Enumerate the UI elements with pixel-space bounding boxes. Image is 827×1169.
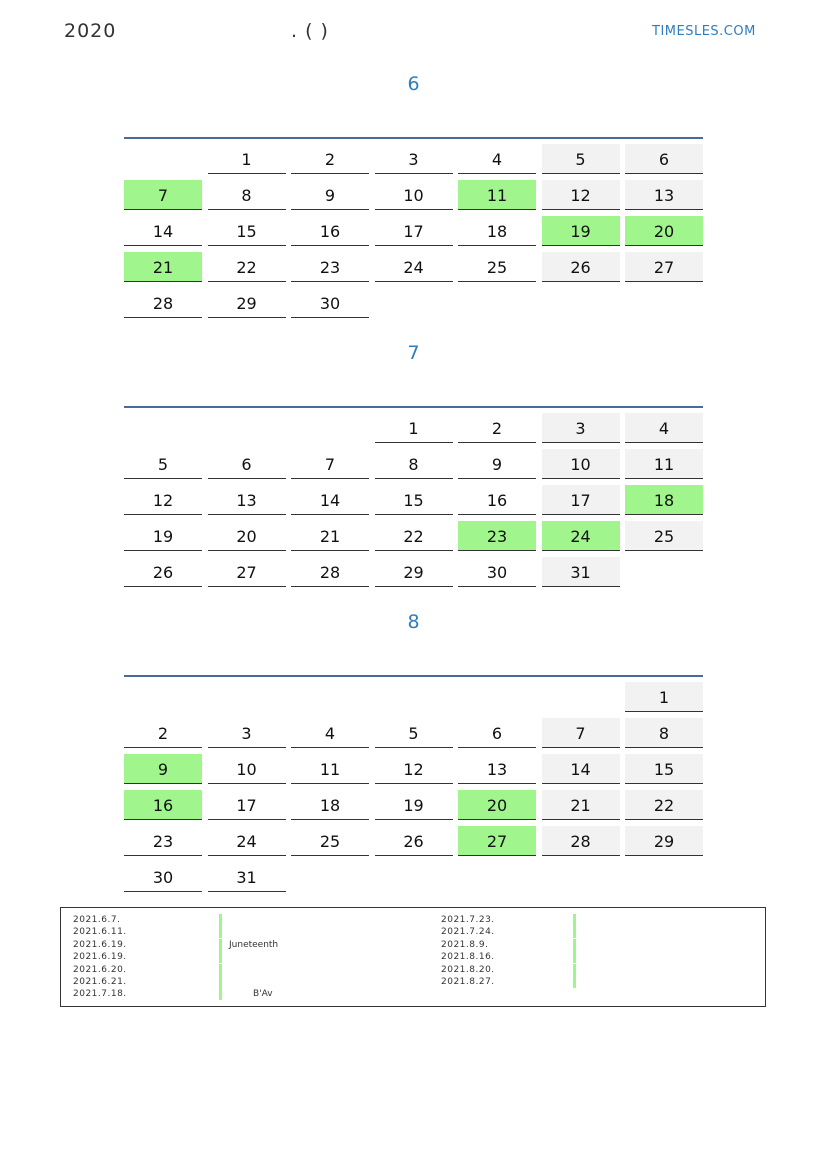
- day-cell: 14: [291, 485, 369, 515]
- legend-marker: [573, 939, 576, 951]
- day-cell: 10: [375, 180, 453, 210]
- legend-marker: [219, 926, 222, 938]
- day-cell: 13: [458, 754, 536, 784]
- day-cell: 13: [625, 180, 703, 210]
- day-cell: 7: [291, 449, 369, 479]
- day-cell: 5: [124, 449, 202, 479]
- day-cell: 6: [458, 718, 536, 748]
- month-rule: [124, 675, 703, 677]
- legend-marker: [573, 976, 576, 988]
- day-cell: 3: [542, 413, 620, 443]
- day-cell: 17: [208, 790, 286, 820]
- day-cell: 28: [542, 826, 620, 856]
- day-cell: 26: [542, 252, 620, 282]
- day-cell: 10: [208, 754, 286, 784]
- legend-date: 2021.7.23.: [441, 915, 495, 925]
- day-cell: 23: [124, 826, 202, 856]
- day-cell: 13: [208, 485, 286, 515]
- day-cell: 27: [458, 826, 536, 856]
- day-cell: 4: [291, 718, 369, 748]
- legend-marker: [219, 988, 222, 1000]
- day-cell: 20: [625, 216, 703, 246]
- day-cell: 5: [375, 718, 453, 748]
- day-cell: 9: [458, 449, 536, 479]
- legend-date: 2021.6.20.: [73, 964, 127, 975]
- day-cell: 11: [625, 449, 703, 479]
- legend-marker: [573, 951, 576, 963]
- day-cell: 21: [542, 790, 620, 820]
- day-cell: 11: [291, 754, 369, 784]
- day-cell: 29: [208, 288, 286, 318]
- day-cell: 24: [542, 521, 620, 551]
- day-cell: 20: [458, 790, 536, 820]
- day-cell: 27: [208, 557, 286, 587]
- day-cell: 30: [124, 862, 202, 892]
- day-cell: 30: [291, 288, 369, 318]
- legend-holiday-name: B'Av: [253, 989, 273, 1000]
- day-cell: 22: [375, 521, 453, 551]
- day-cell: 30: [458, 557, 536, 587]
- day-cell: 10: [542, 449, 620, 479]
- day-cell: 31: [208, 862, 286, 892]
- day-cell: 11: [458, 180, 536, 210]
- day-cell: 20: [208, 521, 286, 551]
- day-cell: 5: [542, 144, 620, 174]
- day-cell: 24: [375, 252, 453, 282]
- day-cell: 25: [291, 826, 369, 856]
- day-cell: 22: [625, 790, 703, 820]
- legend-date: 2021.7.24.: [441, 927, 495, 938]
- legend-date: 2021.6.19.: [73, 939, 127, 950]
- day-cell: 2: [291, 144, 369, 174]
- day-cell: 21: [124, 252, 202, 282]
- legend-date: 2021.6.21.: [73, 977, 127, 987]
- day-cell: 8: [375, 449, 453, 479]
- month-rule: [124, 137, 703, 139]
- day-cell: 28: [291, 557, 369, 587]
- day-cell: 22: [208, 252, 286, 282]
- day-cell: 15: [208, 216, 286, 246]
- day-cell: 31: [542, 557, 620, 587]
- legend-marker: [573, 964, 576, 976]
- day-cell: 1: [375, 413, 453, 443]
- day-cell: 16: [124, 790, 202, 820]
- day-cell: 3: [375, 144, 453, 174]
- day-cell: 6: [208, 449, 286, 479]
- month-rule: [124, 406, 703, 408]
- day-cell: 21: [291, 521, 369, 551]
- day-cell: 16: [458, 485, 536, 515]
- day-cell: 28: [124, 288, 202, 318]
- day-cell: 29: [625, 826, 703, 856]
- legend-holiday-name: Juneteenth: [229, 939, 279, 950]
- day-cell: 7: [124, 180, 202, 210]
- header-title: . ( ): [291, 20, 329, 42]
- month-title-2: 8: [407, 611, 420, 633]
- day-cell: 2: [124, 718, 202, 748]
- day-cell: 18: [291, 790, 369, 820]
- legend-marker: [573, 914, 576, 926]
- day-cell: 3: [208, 718, 286, 748]
- legend-date: 2021.6.19.: [73, 952, 127, 963]
- legend-date: 2021.8.9.: [441, 939, 489, 950]
- legend-date: 2021.6.7.: [73, 915, 121, 925]
- day-cell: 19: [375, 790, 453, 820]
- legend-date: 2021.8.16.: [441, 952, 495, 963]
- day-cell: 1: [625, 682, 703, 712]
- day-cell: 15: [375, 485, 453, 515]
- legend-marker: [219, 976, 222, 988]
- day-cell: 23: [458, 521, 536, 551]
- legend-date: 2021.6.11.: [73, 927, 127, 938]
- day-cell: 19: [124, 521, 202, 551]
- legend-marker: [219, 914, 222, 926]
- day-cell: 26: [375, 826, 453, 856]
- day-cell: 9: [291, 180, 369, 210]
- legend-marker: [219, 939, 222, 951]
- day-cell: 26: [124, 557, 202, 587]
- day-cell: 7: [542, 718, 620, 748]
- legend-date: 2021.7.18.: [73, 989, 127, 1000]
- day-cell: 27: [625, 252, 703, 282]
- day-cell: 8: [208, 180, 286, 210]
- day-cell: 4: [625, 413, 703, 443]
- day-cell: 29: [375, 557, 453, 587]
- day-cell: 15: [625, 754, 703, 784]
- day-cell: 1: [208, 144, 286, 174]
- day-cell: 23: [291, 252, 369, 282]
- month-title-1: 7: [407, 342, 420, 364]
- legend-date: 2021.8.27.: [441, 977, 495, 987]
- day-cell: 8: [625, 718, 703, 748]
- site-link[interactable]: TIMESLES.COM: [652, 24, 756, 39]
- day-cell: 4: [458, 144, 536, 174]
- legend-marker: [219, 951, 222, 963]
- day-cell: 17: [542, 485, 620, 515]
- day-cell: 12: [375, 754, 453, 784]
- day-cell: 6: [625, 144, 703, 174]
- day-cell: 25: [625, 521, 703, 551]
- legend-marker: [573, 926, 576, 938]
- legend-marker: [219, 964, 222, 976]
- month-title-0: 6: [407, 73, 420, 95]
- day-cell: 9: [124, 754, 202, 784]
- day-cell: 19: [542, 216, 620, 246]
- holiday-legend: [60, 907, 766, 1007]
- day-cell: 25: [458, 252, 536, 282]
- day-cell: 12: [124, 485, 202, 515]
- day-cell: 2: [458, 413, 536, 443]
- day-cell: 16: [291, 216, 369, 246]
- legend-date: 2021.8.20.: [441, 964, 495, 975]
- day-cell: 18: [458, 216, 536, 246]
- day-cell: 24: [208, 826, 286, 856]
- day-cell: 12: [542, 180, 620, 210]
- day-cell: 17: [375, 216, 453, 246]
- day-cell: 18: [625, 485, 703, 515]
- day-cell: 14: [124, 216, 202, 246]
- day-cell: 14: [542, 754, 620, 784]
- header-year: 2020: [64, 20, 117, 42]
